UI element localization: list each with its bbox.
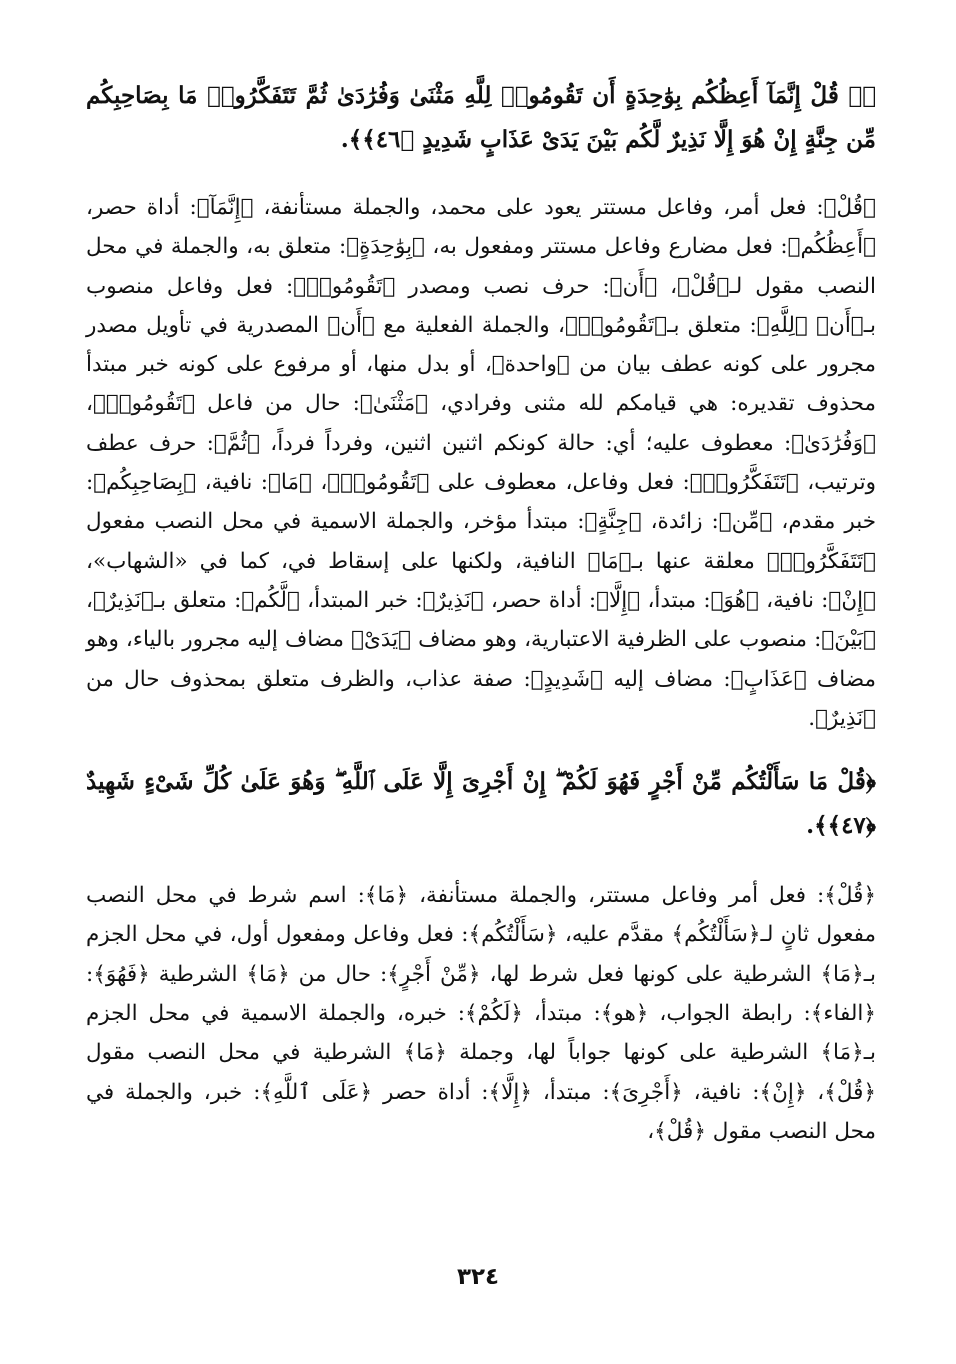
page-body [86,74,876,1151]
quran-verse-47: ﴿قُلْ مَا سَأَلْتُكُم مِّنْ أَجْرٍ فَهُوَ لَكُمْ ۖ إِنْ أَجْرِىَ إِلَّا عَلَى ٱللَّهِ ۖ وَهُوَ عَلَىٰ كُلِّ شَىْءٍ شَهِيدٌ ﴿٤٧﴾﴾. [86,768,876,840]
grammar-commentary-46: ﴿قُلْ﴾: فعل أمر، وفاعل مستتر يعود على محمد، والجملة مستأنفة، ﴿إِنَّمَآ﴾: أداة حصر، ﴿أَعِظُكُم﴾: فعل مضارع وفاعل مستتر ومفعول به، ﴿بِوَٰحِدَةٍ﴾: متعلق به، والجملة في محل النصب مقول لـ﴿قُلْ﴾، ﴿أَن﴾: حرف نصب ومصدر ﴿تَقُومُوا۟﴾: فعل وفاعل منصوب بـ﴿أَن﴾ ﴿لِلَّهِ﴾: متعلق بـ﴿تَقُومُوا۟﴾، والجملة الفعلية مع ﴿أَن﴾ المصدرية في تأويل مصدر مجرور على كونه عطف بيان من ﴿واحدة﴾، أو بدل منها، أو مرفوع على كونه خبر مبتدأ محذوف تقديره: هي قيامكم لله مثنى وفرادي، ﴿مَثْنَىٰ﴾: حال من فاعل ﴿تَقُومُوا۟﴾، ﴿وَفُرَٰدَىٰ﴾: معطوف عليه؛ أي: حالة كونكم اثنين اثنين، وفرداً فرداً، ﴿ثُمَّ﴾: حرف عطف وترتيب، ﴿تَتَفَكَّرُوا۟﴾: فعل وفاعل، معطوف على ﴿تَقُومُوا۟﴾، ﴿مَا﴾: نافية، ﴿بِصَاحِبِكُم﴾: خبر مقدم، ﴿مِّن﴾: زائدة، ﴿جِنَّةٍ﴾: مبتدأ مؤخر، والجملة الاسمية في محل النصب مفعول ﴿تَتَفَكَّرُوا۟﴾ معلقة عنها بـ﴿مَا﴾ النافية، ولكنها على إسقاط في، كما في «الشهاب»، ﴿إِنْ﴾: نافية، ﴿هُوَ﴾: مبتدأ، ﴿إِلَّا﴾: أداة حصر، ﴿نَذِيرٌ﴾: خبر المبتدأ، ﴿لَّكُم﴾: متعلق بـ﴿نَذِيرٌ﴾، ﴿بَيْنَ﴾: منصوب على الظرفية الاعتبارية، وهو مضاف ﴿يَدَىْ﴾ مضاف إليه مجرور بالياء، وهو مضاف ﴿عَذَابٍ﴾: مضاف إليه ﴿شَدِيدٍ﴾: صفة عذاب، والظرف متعلق بمحذوف حال من ﴿نَذِيرٌ﴾. [86,195,876,731]
grammar-commentary-47: ﴿قُلْ﴾: فعل أمر وفاعل مستتر، والجملة مستأنفة، ﴿مَا﴾: اسم شرط في محل النصب مفعول ثانٍ لـ﴿سَأَلْتُكُم﴾ مقدَّم عليه، ﴿سَأَلْتُكُم﴾: فعل وفاعل ومفعول أول، في محل الجزم بـ﴿مَا﴾ الشرطية على كونها فعل شرط لها، ﴿مِّنْ أَجْرٍ﴾: حال من ﴿مَا﴾ الشرطية ﴿فَهُوَ﴾: ﴿الفاء﴾: رابطة الجواب، ﴿هو﴾: مبتدأ، ﴿لَكُمْ﴾: خبره، والجملة الاسمية في محل الجزم بـ﴿مَا﴾ الشرطية على كونها جواباً لها، وجملة ﴿مَا﴾ الشرطية في محل النصب مقول ﴿قُلْ﴾، ﴿إِنْ﴾: نافية، ﴿أَجْرِىَ﴾: مبتدأ، ﴿إِلَّا﴾: أداة حصر ﴿عَلَى ٱللَّهِ﴾: خبر، والجملة في محل النصب مقول ﴿قُلْ﴾، [86,883,876,1144]
page-number: ٣٢٤ [456,1264,500,1290]
quran-verse-46: ﴿۞ قُلْ إِنَّمَآ أَعِظُكُم بِوَٰحِدَةٍ أَن تَقُومُوا۟ لِلَّهِ مَثْنَىٰ وَفُرَٰدَىٰ ثُمَّ تَتَفَكَّرُوا۟ مَا بِصَاحِبِكُم مِّن جِنَّةٍ إِنْ هُوَ إِلَّا نَذِيرٌ لَّكُم بَيْنَ يَدَىْ عَذَابٍ شَدِيدٍ ﴿٤٦﴾﴾. [86,82,876,153]
